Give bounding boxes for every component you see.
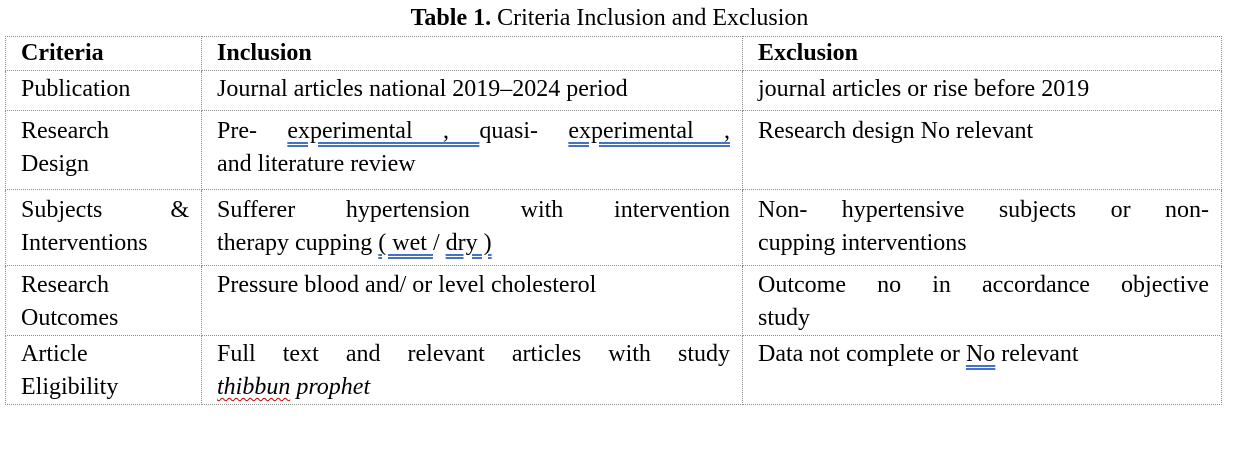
criteria-word: Subjects: [21, 197, 103, 223]
table-row: [6, 111, 1222, 190]
inclusion-line: Full text and relevant articles with study: [217, 341, 730, 367]
cell-inclusion: Pressure blood and/ or level cholesterol: [202, 266, 743, 336]
inclusion-line: [217, 115, 730, 148]
cell-criteria: Publication: [6, 71, 202, 111]
underlined-term: dry ): [445, 230, 492, 256]
criteria-line: Research: [21, 118, 109, 144]
underlined-term: No: [965, 341, 996, 367]
underlined-term: experimental ,: [568, 118, 730, 144]
underlined-term: ( wet: [378, 230, 433, 256]
text-fragment: quasi-: [479, 118, 569, 144]
cell-exclusion: [743, 336, 1222, 405]
inclusion-line: and literature review: [217, 151, 416, 177]
text-fragment: Data not complete or: [758, 341, 966, 367]
exclusion-line: cupping interventions: [758, 230, 967, 256]
cell-inclusion: [202, 111, 743, 190]
cell-inclusion: Journal articles national 2019–2024 period: [202, 71, 743, 111]
cell-exclusion: Research design No relevant: [743, 111, 1222, 190]
text-fragment: /: [432, 230, 446, 256]
criteria-line: Eligibility: [21, 374, 119, 400]
cell-criteria: [6, 266, 202, 336]
table-row: [6, 336, 1222, 405]
header-criteria: Criteria: [6, 37, 202, 71]
text-fragment: prophet: [290, 374, 371, 400]
cell-inclusion: [202, 190, 743, 266]
criteria-line: Research: [21, 272, 109, 298]
inclusion-line: [217, 227, 730, 260]
criteria-line: Article: [21, 341, 88, 367]
caption-label: Table 1.: [410, 5, 492, 31]
cell-criteria: [6, 111, 202, 190]
table-row: [6, 190, 1222, 266]
header-inclusion: Inclusion: [202, 37, 743, 71]
table-row: [6, 71, 1222, 111]
text-fragment: Pre-: [217, 118, 288, 144]
criteria-line: Outcomes: [21, 305, 119, 331]
table-row: [6, 266, 1222, 336]
criteria-line: [21, 194, 189, 227]
spellcheck-word: thibbun: [217, 374, 291, 400]
cell-inclusion: [202, 336, 743, 405]
cell-criteria: [6, 336, 202, 405]
inclusion-line: [217, 371, 730, 404]
inclusion-line: Sufferer hypertension with intervention: [217, 197, 730, 223]
criteria-line: Interventions: [21, 230, 148, 256]
text-fragment: therapy cupping: [217, 230, 379, 256]
exclusion-line: study: [758, 305, 811, 331]
caption-text: Criteria Inclusion and Exclusion: [491, 5, 809, 31]
criteria-word: &: [170, 197, 189, 223]
cell-exclusion: journal articles or rise before 2019: [743, 71, 1222, 111]
table-caption: [0, 3, 1219, 33]
exclusion-line: Non- hypertensive subjects or non-: [758, 197, 1209, 223]
cell-criteria: [6, 190, 202, 266]
criteria-table: [5, 36, 1222, 405]
underlined-term: experimental ,: [287, 118, 480, 144]
cell-exclusion: [743, 266, 1222, 336]
exclusion-line: Outcome no in accordance objective: [758, 272, 1209, 298]
header-exclusion: Exclusion: [743, 37, 1222, 71]
criteria-line: Design: [21, 151, 89, 177]
text-fragment: relevant: [995, 341, 1079, 367]
cell-exclusion: [743, 190, 1222, 266]
table-header-row: [6, 37, 1222, 71]
